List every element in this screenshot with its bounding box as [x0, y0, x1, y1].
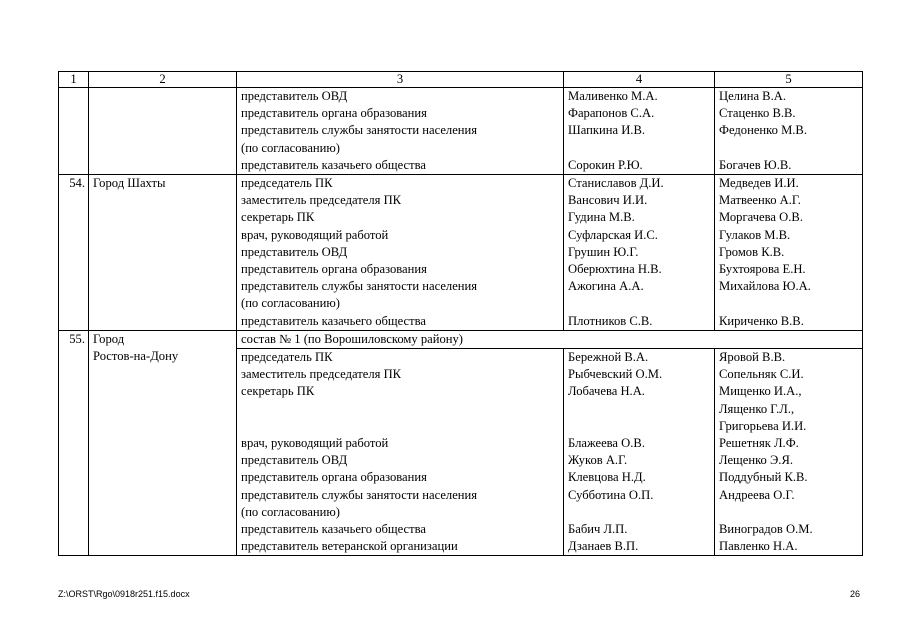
- footer-page-number: 26: [849, 589, 860, 599]
- cell-line: Кириченко В.В.: [719, 313, 804, 328]
- cell-line: [568, 504, 714, 521]
- column-header: 5: [715, 72, 863, 88]
- table-row: [59, 330, 863, 348]
- cell-line: [568, 295, 714, 312]
- cell-line: Клевцова Н.Д.: [568, 470, 646, 485]
- cell-line: Гулаков М.В.: [719, 227, 791, 242]
- cell-line: Город Шахты: [93, 176, 166, 191]
- deputies-cell: [715, 175, 863, 331]
- cell-line: Моргачева О.В.: [719, 210, 803, 225]
- table-row: [59, 88, 863, 175]
- cell-line: Виноградов О.М.: [719, 522, 813, 537]
- table-header-row: [59, 72, 863, 88]
- cell-line: Суфларская И.С.: [568, 227, 658, 242]
- cell-line: [568, 401, 714, 418]
- cell-line: Яровой В.В.: [719, 350, 786, 365]
- cell-line: [241, 401, 563, 418]
- cell-line: секретарь ПК: [241, 384, 315, 399]
- cell-line: Григорьева И.И.: [719, 418, 807, 433]
- cell-line: Блажеева О.В.: [568, 436, 645, 451]
- subheader-cell: состав № 1 (по Ворошиловскому району): [237, 330, 863, 348]
- cell-line: Бабич Л.П.: [568, 522, 628, 537]
- cell-line: представитель службы занятости населения: [241, 123, 478, 138]
- footer-file-path: Z:\ORST\Rgo\0918r251.f15.docx: [58, 589, 190, 599]
- cell-line: представитель казачьего общества: [241, 522, 426, 537]
- cell-line: секретарь ПК: [241, 210, 315, 225]
- cell-line: Вансович И.И.: [568, 193, 648, 208]
- cell-line: Маливенко М.А.: [568, 89, 658, 103]
- cell-line: Целина В.А.: [719, 89, 786, 103]
- cell-line: Лященко Г.Л.,: [719, 401, 795, 416]
- cell-line: Бухтоярова Е.Н.: [719, 262, 806, 277]
- cell-line: Ростов-на-Дону: [93, 349, 179, 364]
- table-row: [59, 175, 863, 331]
- city-cell: [89, 330, 237, 556]
- deputies-cell: [715, 349, 863, 556]
- cell-line: Медведев И.И.: [719, 176, 799, 191]
- cell-line: Решетняк Л.Ф.: [719, 436, 799, 451]
- column-header: 4: [564, 72, 715, 88]
- cell-line: Субботина О.П.: [568, 487, 654, 502]
- cell-line: представитель ОВД: [241, 244, 348, 259]
- cell-line: Поддубный К.В.: [719, 470, 808, 485]
- cell-line: Фарапонов С.А.: [568, 106, 655, 121]
- cell-line: врач, руководящий работой: [241, 436, 389, 451]
- cell-line: Богачев Ю.В.: [719, 157, 792, 172]
- cell-line: Город: [93, 331, 125, 346]
- cell-line: Громов К.В.: [719, 244, 785, 259]
- cell-line: [241, 418, 563, 435]
- cell-line: [568, 140, 714, 157]
- city-cell: [89, 88, 237, 175]
- cell-line: заместитель председателя ПК: [241, 367, 402, 382]
- row-number: [59, 88, 89, 175]
- members-cell: [564, 175, 715, 331]
- cell-line: (по согласованию): [241, 296, 341, 311]
- cell-line: Стаценко В.В.: [719, 106, 796, 121]
- cell-line: Станиславов Д.И.: [568, 176, 664, 191]
- cell-line: [719, 140, 862, 157]
- cell-line: Шапкина И.В.: [568, 123, 645, 138]
- cell-line: Мищенко И.А.,: [719, 384, 802, 399]
- cell-line: Матвеенко А.Г.: [719, 193, 801, 208]
- cell-line: Ажогина А.А.: [568, 279, 644, 294]
- cell-line: врач, руководящий работой: [241, 227, 389, 242]
- cell-line: представитель службы занятости населения: [241, 487, 478, 502]
- column-header: 1: [59, 72, 89, 88]
- cell-line: Лещенко Э.Я.: [719, 453, 794, 468]
- members-cell: [564, 88, 715, 175]
- cell-line: Грушин Ю.Г.: [568, 244, 639, 259]
- members-cell: [564, 349, 715, 556]
- row-number: 54.: [59, 175, 89, 331]
- cell-line: Андреева О.Г.: [719, 487, 795, 502]
- cell-line: представитель органа образования: [241, 470, 427, 485]
- cell-line: Лобачева Н.А.: [568, 384, 645, 399]
- cell-line: Федоненко М.В.: [719, 123, 807, 138]
- roles-cell: [237, 349, 564, 556]
- cell-line: представитель казачьего общества: [241, 313, 426, 328]
- deputies-cell: [715, 88, 863, 175]
- cell-line: Жуков А.Г.: [568, 453, 628, 468]
- city-cell: [89, 175, 237, 331]
- cell-line: [568, 418, 714, 435]
- cell-line: представитель органа образования: [241, 262, 427, 277]
- cell-line: представитель казачьего общества: [241, 157, 426, 172]
- cell-line: Гудина М.В.: [568, 210, 635, 225]
- cell-line: Рыбчевский О.М.: [568, 367, 663, 382]
- cell-line: Михайлова Ю.А.: [719, 279, 811, 294]
- cell-line: представитель службы занятости населения: [241, 279, 478, 294]
- cell-line: заместитель председателя ПК: [241, 193, 402, 208]
- document-table: [58, 71, 863, 556]
- cell-line: (по согласованию): [241, 504, 341, 519]
- cell-line: Сопельняк С.И.: [719, 367, 804, 382]
- cell-line: [719, 504, 862, 521]
- roles-cell: [237, 175, 564, 331]
- cell-line: председатель ПК: [241, 350, 333, 365]
- cell-line: Бережной В.А.: [568, 350, 649, 365]
- column-header: 2: [89, 72, 237, 88]
- cell-line: представитель ветеранской организации: [241, 539, 458, 554]
- roles-cell: [237, 88, 564, 175]
- column-header: 3: [237, 72, 564, 88]
- cell-line: (по согласованию): [241, 140, 341, 155]
- cell-line: представитель органа образования: [241, 106, 427, 121]
- cell-line: Дзанаев В.П.: [568, 539, 639, 554]
- cell-line: представитель ОВД: [241, 453, 348, 468]
- cell-line: Оберюхтина Н.В.: [568, 262, 662, 277]
- cell-line: Плотников С.В.: [568, 313, 653, 328]
- cell-line: председатель ПК: [241, 176, 333, 191]
- cell-line: [719, 295, 862, 312]
- cell-line: представитель ОВД: [241, 89, 348, 103]
- cell-line: Сорокин Р.Ю.: [568, 157, 643, 172]
- cell-line: Павленко Н.А.: [719, 539, 798, 554]
- row-number: 55.: [59, 330, 89, 556]
